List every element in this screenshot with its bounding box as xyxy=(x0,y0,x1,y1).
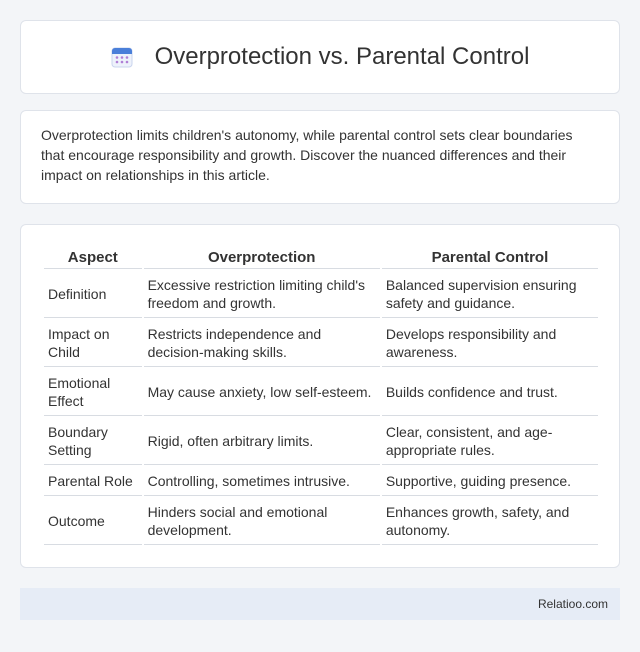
comparison-card xyxy=(20,224,620,568)
table-header-row xyxy=(44,247,598,269)
header-aspect: Aspect xyxy=(44,247,142,269)
footer xyxy=(20,588,620,620)
cell-overprotection: Rigid, often arbitrary limits. xyxy=(144,418,380,465)
comparison-table xyxy=(42,245,600,547)
cell-aspect: Boundary Setting xyxy=(44,418,142,465)
calendar-icon xyxy=(111,46,133,68)
cell-aspect: Parental Role xyxy=(44,467,142,496)
cell-aspect: Outcome xyxy=(44,498,142,545)
cell-overprotection: Excessive restriction limiting child's freedom and growth. xyxy=(144,271,380,318)
title-card xyxy=(20,20,620,94)
table-row xyxy=(44,467,598,496)
cell-parental-control: Supportive, guiding presence. xyxy=(382,467,598,496)
cell-overprotection: Hinders social and emotional development. xyxy=(144,498,380,545)
table-row xyxy=(44,271,598,318)
footer-brand[interactable]: Relatioo.com xyxy=(537,597,608,611)
cell-overprotection: Restricts independence and decision-making skills. xyxy=(144,320,380,367)
cell-parental-control: Builds confidence and trust. xyxy=(382,369,598,416)
header-parental-control: Parental Control xyxy=(382,247,598,269)
intro-card xyxy=(20,110,620,204)
cell-parental-control: Clear, consistent, and age-appropriate rules. xyxy=(382,418,598,465)
table-row xyxy=(44,418,598,465)
cell-overprotection: Controlling, sometimes intrusive. xyxy=(144,467,380,496)
header-overprotection: Overprotection xyxy=(144,247,380,269)
cell-aspect: Emotional Effect xyxy=(44,369,142,416)
table-row xyxy=(44,369,598,416)
table-row xyxy=(44,320,598,367)
cell-parental-control: Enhances growth, safety, and autonomy. xyxy=(382,498,598,545)
cell-parental-control: Develops responsibility and awareness. xyxy=(382,320,598,367)
cell-aspect: Definition xyxy=(44,271,142,318)
page-title: Overprotection vs. Parental Control xyxy=(154,43,530,70)
cell-parental-control: Balanced supervision ensuring safety and guidance. xyxy=(382,271,598,318)
cell-overprotection: May cause anxiety, low self-esteem. xyxy=(144,369,380,416)
cell-aspect: Impact on Child xyxy=(44,320,142,367)
table-row xyxy=(44,498,598,545)
intro-text: Overprotection limits children's autonomy, while parental control sets clear boundaries that encourage responsibility and growth. Discover the nuanced differences and their impact on relationships in this article. xyxy=(41,127,573,183)
